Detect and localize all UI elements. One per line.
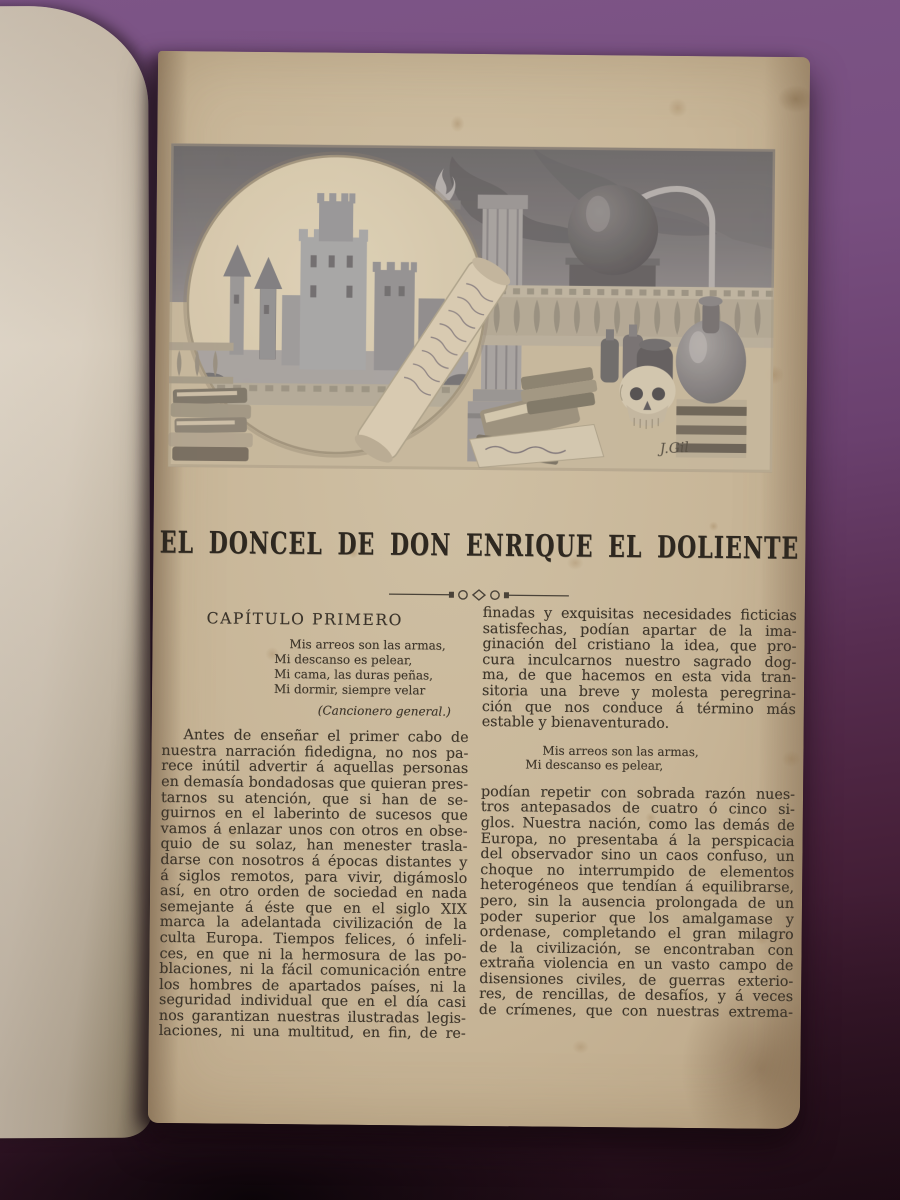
text-line: nos garantizan nuestras ilustradas legis-	[158, 1007, 466, 1027]
text-line: cura inculcarnos nuestro sagrado dog-	[482, 651, 797, 671]
text-line: guirnos en el laberinto de sucesos que	[160, 805, 468, 825]
text-line: Antes de enseñar el primer cabo de	[183, 727, 469, 747]
text-line: pero, sin la ausencia prolongada de un	[479, 892, 795, 912]
epigraph-attribution: (Cancionero general.)	[317, 703, 451, 719]
text-line: res, de rencillas, de desafíos, y á veces	[479, 986, 794, 1006]
text-line: poder superior que los amalgamase y	[479, 908, 794, 928]
text-line: Europa, no presentaba á la perspicacia	[480, 830, 795, 850]
left-text-column	[159, 611, 470, 1043]
frontispiece-illustration	[168, 143, 775, 473]
text-line: ginación del cristiano la idea, que pro-	[482, 636, 797, 656]
text-line: sitoria una breve y molesta peregrina-	[481, 683, 797, 703]
text-line: tarnos su atención, que si han de se-	[160, 789, 469, 809]
text-line: los hombres de apartados países, ni la	[159, 976, 467, 996]
text-line: ma, de que hacemos en esta vida tran-	[482, 667, 797, 687]
left-column-paragraph	[159, 728, 469, 1043]
text-line: seguridad individual que en el día casi	[158, 992, 467, 1012]
right-column-paragraph-1	[482, 606, 797, 734]
epigraph-line: Mi dormir, siempre velar	[273, 681, 426, 698]
text-line: semejante á éste que en el siglo XIX	[159, 898, 468, 918]
text-line: ces, en que ni la hermosura de las po-	[159, 945, 467, 965]
text-line: ordenase, completando el gran milagro	[479, 924, 794, 944]
text-line: extraña violencia en un vasto campo de	[479, 955, 794, 975]
text-line: estable y bienaventurado.	[481, 714, 670, 732]
text-line: disensiones civiles, de guerras exterio-	[479, 970, 794, 990]
text-line: podían repetir con sobrada razón nues-	[480, 783, 796, 803]
chapter-epigraph	[274, 637, 470, 699]
text-line: rece inútil advertir á aquellas personas	[161, 758, 469, 778]
quote-line: Mis arreos son las armas,	[542, 743, 699, 759]
text-line: ción que nos conduce á término más	[481, 698, 796, 718]
text-line: de crímenes, que con nuestras extrema-	[478, 1002, 794, 1022]
text-line: tros antepasados de cuatro ó cinco si-	[480, 799, 795, 819]
text-line: laciones, ni una multitud, en fin, de re-	[158, 1023, 466, 1043]
illustrator-signature: J.Gil	[659, 439, 690, 458]
book-title: EL DONCEL DE DON ENRIQUE EL DOLIENTE	[159, 524, 800, 567]
text-line: heterogéneos que tendían á equilibrarse,	[480, 877, 795, 897]
text-line: nuestra narración fidedigna, no nos pa-	[161, 742, 469, 762]
text-line: blaciones, ni la fácil comunicación entre	[159, 961, 467, 980]
text-line: glos. Nuestra nación, como las demás de	[480, 814, 795, 834]
text-line: culta Europa. Tiempos felices, ó infeli-	[159, 929, 467, 949]
facing-blank-page	[0, 6, 152, 1139]
text-line: finadas y exquisitas necesidades ficticias	[482, 605, 797, 625]
text-line: darse con nosotros á épocas distantes y	[160, 851, 468, 871]
text-line: á siglos remotos, para vivir, digámoslo	[160, 867, 468, 887]
epigraph-line: Mi descanso es pelear,	[274, 651, 413, 667]
right-column-paragraph-2	[479, 785, 795, 1022]
chapter-heading: CAPÍTULO PRIMERO	[206, 609, 404, 630]
title-divider-ornament	[389, 587, 569, 603]
quote-line: Mi descanso es pelear,	[525, 757, 664, 774]
text-line: del observador sino un caos confuso, un	[480, 846, 795, 866]
text-line: de la civilización, se encontraban con	[479, 939, 794, 959]
text-line: vamos á enlazar unos con otros en obse-	[160, 820, 468, 840]
text-line: en demasía bondadosas que quieran pres-	[161, 773, 469, 793]
text-line: quio de su solaz, han menester trasla-	[160, 836, 468, 856]
right-text-column	[479, 606, 797, 1022]
text-line: así, en otro orden de sociedad en nada	[160, 883, 468, 903]
epigraph-line: Mi cama, las duras peñas,	[274, 666, 434, 683]
text-line: marca la adelantada civilización de la	[159, 914, 467, 934]
epigraph-line: Mis arreos son las armas,	[289, 636, 446, 653]
book-page	[148, 51, 810, 1129]
text-line: satisfechas, podían apartar de la ima-	[482, 620, 797, 640]
text-line: choque no interrumpido de elementos	[480, 861, 795, 881]
inline-quote	[525, 743, 795, 775]
